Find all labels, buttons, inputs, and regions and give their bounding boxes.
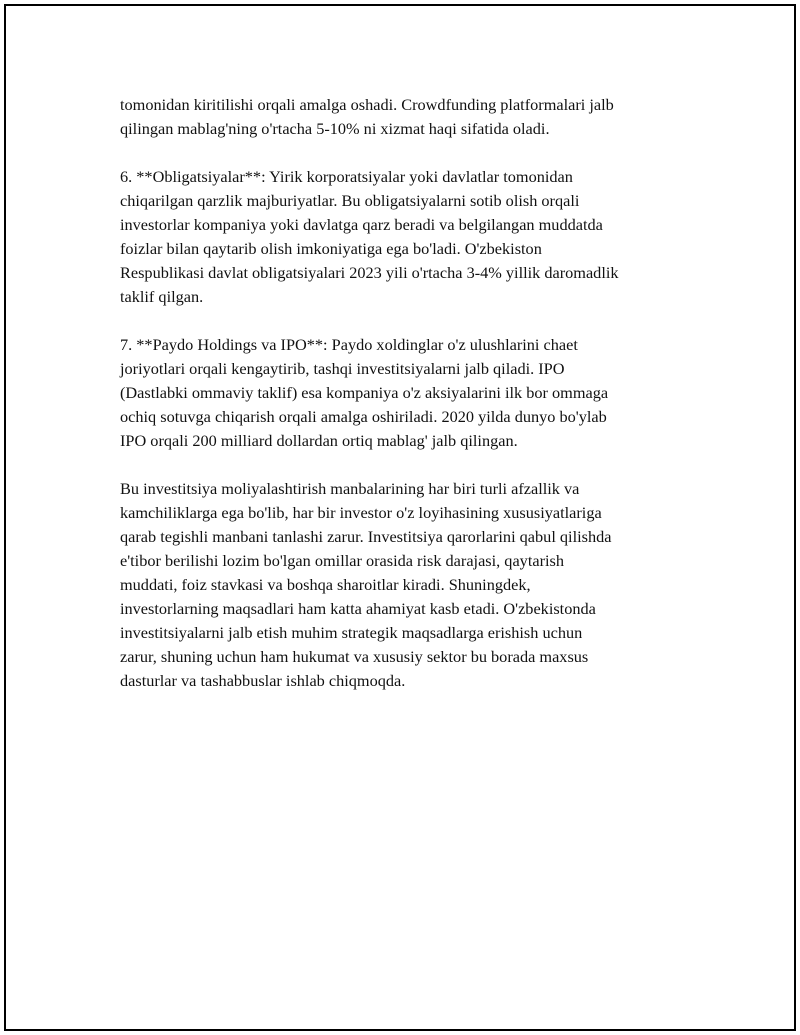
text-line: tomonidan kiritilishi orqali amalga oshadi. Crowdfunding platformalari jalb (120, 95, 614, 114)
text-line: taklif qilgan. (120, 287, 204, 306)
text-line: investorlarning maqsadlari ham katta ahamiyat kasb etadi. O'zbekistonda (120, 599, 596, 618)
text-line: Bu investitsiya moliyalashtirish manbalarining har biri turli afzallik va (120, 479, 580, 498)
text-line: zarur, shuning uchun ham hukumat va xususiy sektor bu borada maxsus (120, 647, 589, 666)
text-line: dasturlar va tashabbuslar ishlab chiqmoqda. (120, 671, 406, 690)
text-line: chiqarilgan qarzlik majburiyatlar. Bu obligatsiyalarni sotib olish orqali (120, 191, 580, 210)
text-line: (Dastlabki ommaviy taklif) esa kompaniya o'z aksiyalarini ilk bor ommaga (120, 383, 609, 402)
text-line: kamchiliklarga ega bo'lib, har bir investor o'z loyihasining xususiyatlariga (120, 503, 602, 522)
text-line: investitsiyalarni jalb etish muhim strategik maqsadlarga erishish uchun (120, 623, 583, 642)
text-line: joriyotlari orqali kengaytirib, tashqi investitsiyalarni jalb qiladi. IPO (120, 359, 565, 378)
document-body (120, 93, 700, 717)
text-line: foizlar bilan qaytarib olish imkoniyatiga ega bo'ladi. O'zbekiston (120, 239, 542, 258)
text-line: ochiq sotuvga chiqarish orqali amalga oshiriladi. 2020 yilda dunyo bo'ylab (120, 407, 607, 426)
paragraph-conclusion (120, 477, 700, 693)
text-line: qilingan mablag'ning o'rtacha 5-10% ni xizmat haqi sifatida oladi. (120, 119, 550, 138)
paragraph-crowdfunding-continuation (120, 93, 700, 141)
document-page (4, 4, 796, 1031)
paragraph-paydo-holdings-ipo (120, 333, 700, 453)
text-line: qarab tegishli manbani tanlashi zarur. Investitsiya qarorlarini qabul qilishda (120, 527, 612, 546)
text-line: 6. **Obligatsiyalar**: Yirik korporatsiyalar yoki davlatlar tomonidan (120, 167, 573, 186)
text-line: e'tibor berilishi lozim bo'lgan omillar orasida risk darajasi, qaytarish (120, 551, 564, 570)
text-line: Respublikasi davlat obligatsiyalari 2023 yili o'rtacha 3-4% yillik daromadlik (120, 263, 619, 282)
paragraph-obligatsiyalar (120, 165, 700, 309)
text-line: muddati, foiz stavkasi va boshqa sharoitlar kiradi. Shuningdek, (120, 575, 531, 594)
text-line: 7. **Paydo Holdings va IPO**: Paydo xoldinglar o'z ulushlarini chaet (120, 335, 578, 354)
text-line: investorlar kompaniya yoki davlatga qarz beradi va belgilangan muddatda (120, 215, 603, 234)
text-line: IPO orqali 200 milliard dollardan ortiq mablag' jalb qilingan. (120, 431, 518, 450)
